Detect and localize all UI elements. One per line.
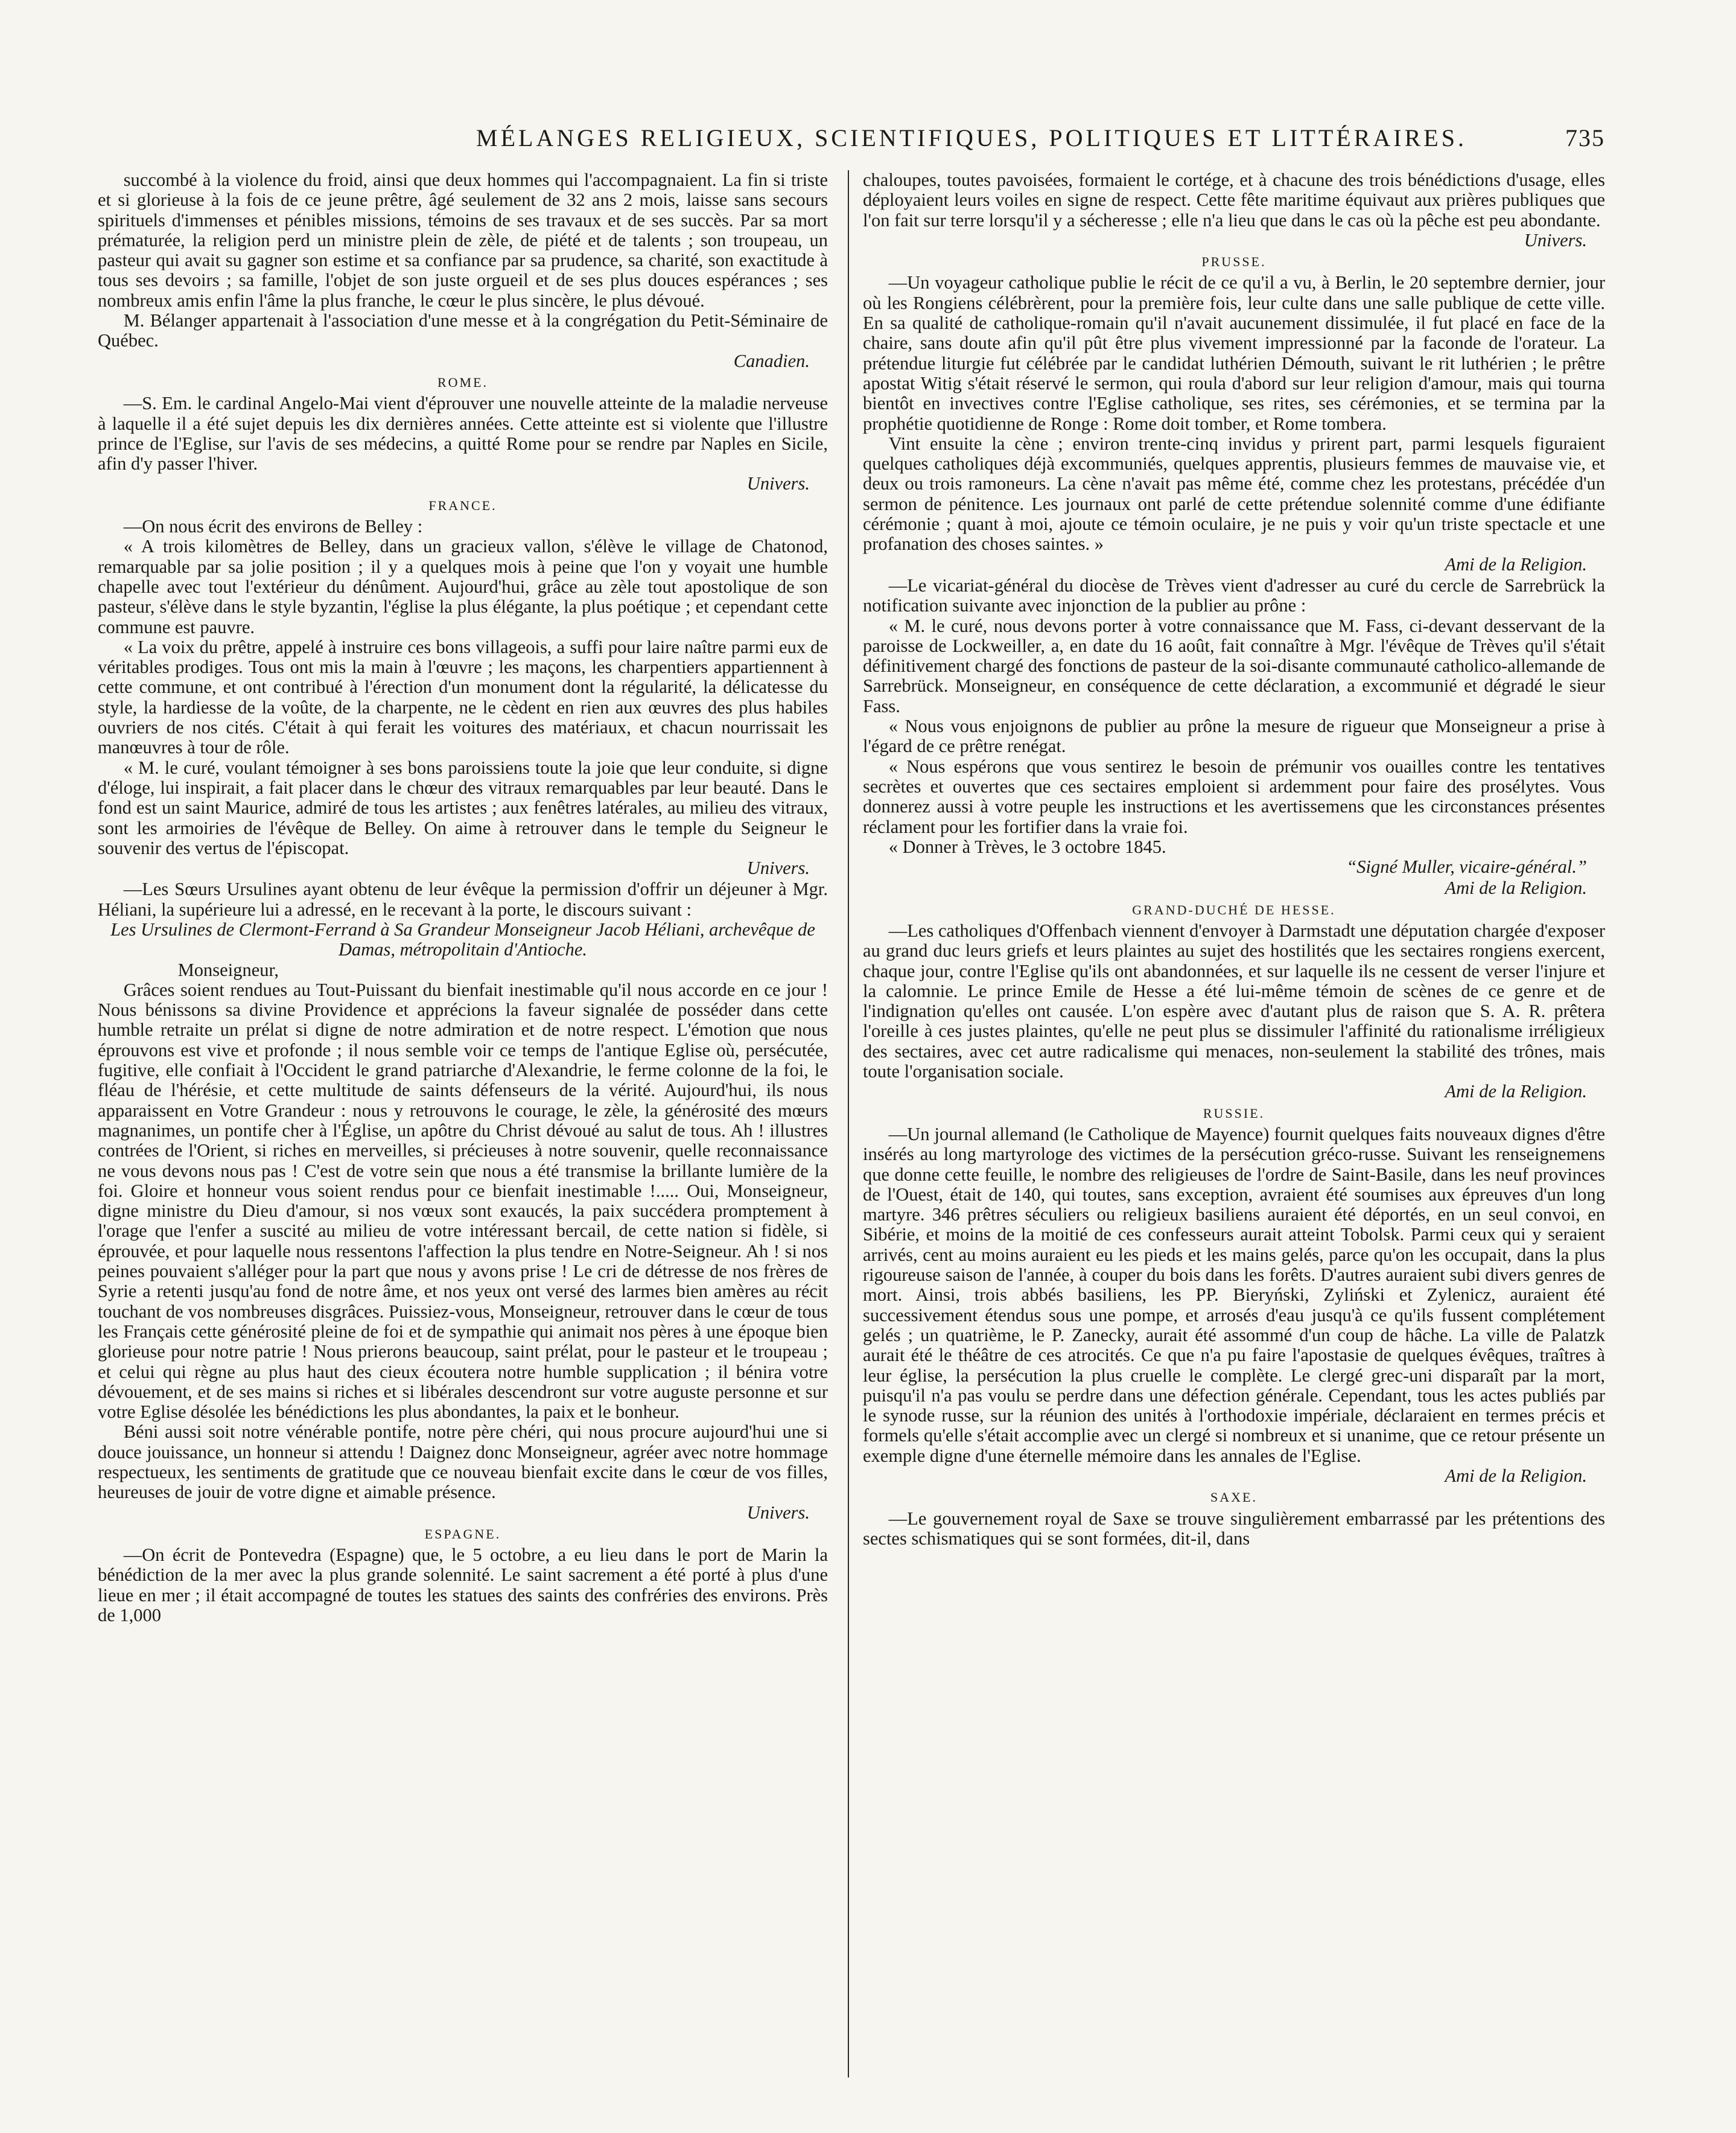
paragraph: « M. le curé, nous devons porter à votre connaissance que M. Fass, ci-devant desservant de la paroisse de Lockweiller, a, en date du 16 août, fait connaître à Mgr. l'évêque de Trèves qu'il s'était définitivement chargé des fonctions de pasteur de la soi-disante communauté catholico-allemande de Sarrebrück. Monseigneur, en conséquence de cette déclaration, a excommunié et dégradé le sieur Fass. [863, 615, 1605, 716]
paragraph: —Un voyageur catholique publie le récit de ce qu'il a vu, à Berlin, le 20 septembre dernier, jour où les Rongiens célébrèrent, pour la première fois, leur culte dans une salle publique de cette ville. En sa qualité de catholique-romain qu'il n'avait aucunement dissimulée, il fut placé en face de la chaire, sans doute afin qu'il pût être plus vivement impressionné par la faconde de l'orateur. La prétendue liturgie fut célébrée par le candidat luthérien Démouth, suivant le rit luthérien ; le prêtre apostat Witig s'était réservé le sermon, qui roula d'abord sur leur religion d'amour, mais qui tourna bientôt en invectives contre l'Eglise catholique, ses rites, ses cérémonies, et se termina par la prophétie quotidienne de Ronge : Rome doit tomber, et Rome tombera. [863, 272, 1605, 434]
paragraph: « Nous espérons que vous sentirez le besoin de prémunir vos ouailles contre les tentatives secrètes et ouvertes que ces sectaires emploient si ardemment pour faire des prosélytes. Vous donnerez aussi à votre peuple les instructions et les avertissemens que les circonstances présentes réclament pour les fortifier dans la vraie foi. [863, 756, 1605, 837]
paragraph: Vint ensuite la cène ; environ trente-cinq invidus y prirent part, parmi lesquels figuraient quelques catholiques déjà excommuniés, quelques apprentis, plusieurs femmes de mauvaise vie, et deux ou trois ramoneurs. La cène n'avait pas même été, comme chez les protestans, précédée d'un sermon de pénitence. Les journaux ont parlé de cette prétendue solennité comme d'une édifiante cérémonie ; quant à moi, ajoute ce témoin oculaire, je ne puis y voir qu'un triste spectacle et une profanation des choses saintes. » [863, 433, 1605, 555]
address-heading: Les Ursulines de Clermont-Ferrand à Sa Grandeur Monseigneur Jacob Héliani, archevêque de Damas, métropolitain d'Antioche. [110, 919, 815, 960]
page-number: 735 [1565, 124, 1605, 151]
paragraph: —S. Em. le cardinal Angelo-Mai vient d'éprouver une nouvelle atteinte de la maladie nerveuse à laquelle il a été sujet depuis les dix dernières années. Cette atteinte est si violente que l'illustre prince de l'Eglise, sur l'avis de ses médecins, a quitté Rome pour se rendre par Naples en Sicile, afin d'y passer l'hiver. [98, 393, 828, 474]
paragraph: —Le vicariat-général du diocèse de Trèves vient d'adresser au curé du cercle de Sarrebrück la notification suivante avec injonction de la publier au prône : [863, 575, 1605, 616]
source-attribution: Univers. [746, 858, 810, 879]
paragraph: —Les catholiques d'Offenbach viennent d'envoyer à Darmstadt une députation chargée d'exposer au grand duc leurs griefs et leurs plaintes au sujet des hostilités que les sectaires rongiens exercent, chaque jour, contre l'Eglise qu'ils ont abandonnées, et sur laquelle ils ne cessent de verser l'injure et la calomnie. Le prince Emile de Hesse a été lui-même témoin de scènes de ce genre et de l'indignation qu'elles ont causée. L'on espère avec d'autant plus de raison que S. A. R. prêtera l'oreille à ces justes plaintes, qu'elle ne peut plus se dissimuler l'affinité du rationalisme irréligieux des sectaires, avec cet autre radicalisme qui menaces, non-seulement la stabilité des trônes, mais toute l'organisation sociale. [863, 920, 1605, 1082]
running-title: MÉLANGES RELIGIEUX, SCIENTIFIQUES, POLITIQUES ET LITTÉRAIRES. [476, 124, 1467, 151]
section-heading: GRAND-DUCHÉ DE HESSE. [1132, 902, 1336, 917]
paragraph: —Un journal allemand (le Catholique de Mayence) fournit quelques faits nouveaux dignes d'être insérés au long martyrologe des victimes de la persécution gréco-russe. Suivant les renseignemens que donne cette feuille, le nombre des religieuses de l'ordre de Saint-Basile, dans les neuf provinces de l'Ouest, était de 140, qui toutes, sans exception, avraient été soumises aux épreuves d'un long martyre. 346 prêtres séculiers ou religieux basiliens auraient été déportés, en un seul convoi, en Sibérie, et moins de la moitié de ces confesseurs aurait atteint Tobolsk. Parmi ceux qui y seraient arrivés, cent au moins auraient eu les pieds et les mains gelés, parce qu'on les occupait, dans la plus rigoureuse saison de l'année, à couper du bois dans les forêts. D'autres auraient subi divers genres de mort. Ainsi, trois abbés basiliens, les PP. Bieryński, Zyliński et Zylenicz, auraient été successivement étendus sous une pompe, et arrosés d'eau jusqu'à ce qu'ils fussent complétement gelés ; un quatrième, le P. Zanecky, aurait été assommé d'un coup de hâche. La ville de Palatzk aurait été le théâtre de ces atrocités. Ce que n'a pu faire l'apostasie de quelques évêques, traîtres à leur église, la persécution la plus cruelle le complète. Le clergé grec-uni disparaît par la mort, puisqu'il n'a pas voulu se perdre dans une défection générale. Cependant, tous les actes publiés par le synode russe, sur la réunion des unités à l'orthodoxie impériale, déclaraient en termes précis et formels qu'elle s'était accomplie avec un clergé si nombreux et si unanime, que ce retour présente un exemple digne d'une éternelle mémoire dans les annales de l'Eglise. [863, 1123, 1605, 1466]
source-attribution: Ami de la Religion. [1445, 878, 1587, 899]
source-attribution: Univers. [746, 473, 810, 494]
section-heading: SAXE. [1210, 1490, 1257, 1505]
source-attribution: Univers. [746, 1502, 810, 1523]
paragraph: « A trois kilomètres de Belley, dans un gracieux vallon, s'élève le village de Chatonod, remarquable par sa jolie position ; il y a quelques mois à peine que l'on y voyait une humble chapelle avec tout l'extérieur du dénûment. Aujourd'hui, grâce au zèle tout apostolique de son pasteur, s'élève dans le style byzantin, l'église la plus élégante, la plus poétique ; et cependant cette commune est pauvre. [98, 536, 828, 637]
column-divider [848, 170, 849, 2077]
right-column [863, 170, 1605, 2084]
paragraph: « M. le curé, voulant témoigner à ses bons paroissiens toute la joie que leur conduite, si digne d'éloge, lui inspirait, a fait placer dans le chœur des vitraux remarquables par leur beauté. Dans le fond est un saint Maurice, admiré de tous les artistes ; aux fenêtres latérales, au milieu des vitraux, sont les armoiries de l'évêque de Belley. On aime à retrouver dans le temple du Seigneur le souvenir des vertus de l'épiscopat. [98, 757, 828, 858]
signature-line: “Signé Muller, vicaire-général.” [1346, 856, 1587, 878]
section-heading: RUSSIE. [1203, 1105, 1265, 1121]
source-attribution: Canadien. [733, 350, 810, 371]
paragraph: —On nous écrit des environs de Belley : [123, 516, 423, 537]
paragraph: Grâces soient rendues au Tout-Puissant du bienfait inestimable qu'il nous accorde en ce jour ! Nous bénissons sa divine Providence et apprécions la faveur signalée de posséder dans cette humble retraite un prélat si digne de notre admiration et de notre respect. L'émotion que nous éprouvons est vive et profonde ; il nous semble voir ce temps de l'antique Eglise où, persécutée, fugitive, elle confiait à l'Occident le grand patriarche d'Alexandrie, le ferme colonne de la foi, le fléau de l'hérésie, et cette multitude de saints défenseurs de la vérité. Aujourd'hui, ils nous apparaissent en Votre Grandeur : nous y retrouvons le courage, le zèle, la générosité des mœurs magnanimes, un pontife cher à l'Église, un apôtre du Christ dévoué au salut de tous. Ah ! illustres contrées de l'Orient, si riches en merveilles, si précieuses à notre souvenir, quelle reconnaissance ne vous devons nous pas ! C'est de votre sein que nous a été transmise la brillante lumière de la foi. Gloire et honneur vous soient rendus pour ce bienfait inestimable !..... Oui, Monseigneur, digne ministre du Dieu d'amour, si nos vœux sont exaucés, la paix succédera promptement à l'orage que l'enfer a suscité au milieu de votre intéressant bercail, de cette nation si fidèle, si éprouvée, et pour laquelle nous ressentons l'affection la plus tendre en Notre-Seigneur. Ah ! si nos peines pouvaient s'alléger pour la part que nous y avons prise ! Le cri de détresse de nos frères de Syrie a retenti jusqu'au fond de notre âme, et nos yeux ont versé des larmes bien amères au récit touchant de vos nombreuses disgrâces. Puissiez-vous, Monseigneur, retrouver dans le cœur de tous les Français cette générosité pleine de foi et de sympathie qui animait nos pères à une époque bien glorieuse pour notre patrie ! Nous prierons beaucoup, saint prélat, pour le pasteur et le troupeau ; et celui qui règne au plus haut des cieux écoutera notre humble supplication ; il bénira votre dévouement, et de ses mains si riches et si libérales descendront sur votre auguste personne et sur votre Eglise désolée les bénédictions les plus abondantes, la paix et le bonheur. [98, 979, 828, 1423]
salutation: Monseigneur, [177, 959, 279, 980]
paragraph: —Le gouvernement royal de Saxe se trouve singulièrement embarrassé par les prétentions des sectes schismatiques qui se sont formées, dit-il, dans [863, 1508, 1605, 1549]
paragraph: chaloupes, toutes pavoisées, formaient le cortége, et à chacune des trois bénédictions d'usage, elles déployaient leurs voiles en signe de respect. Cette fête maritime équivaut aux prières publiques que l'on fait sur terre lorsqu'il y a sécheresse ; elle n'a lieu que dans le cas où la pêche est peu abondante. [863, 170, 1605, 231]
paragraph: M. Bélanger appartenait à l'association d'une messe et à la congrégation du Petit-Séminaire de Québec. [98, 310, 828, 351]
paragraph: —Les Sœurs Ursulines ayant obtenu de leur évêque la permission d'offrir un déjeuner à Mgr. Héliani, la supérieure lui a adressé, en le recevant à la porte, le discours suivant : [98, 879, 828, 920]
source-attribution: Univers. [1524, 229, 1587, 250]
paragraph: Béni aussi soit notre vénérable pontife, notre père chéri, qui nous procure aujourd'hui une si douce jouissance, un honneur si attendu ! Daignez donc Monseigneur, agréer avec notre hommage respectueux, les sentiments de gratitude que ce nouveau bienfait excite dans le cœur de vos filles, heureuses de jouir de votre digne et aimable présence. [98, 1421, 828, 1503]
section-heading: PRUSSE. [1201, 254, 1267, 270]
section-heading: ESPAGNE. [424, 1526, 501, 1542]
paragraph: —On écrit de Pontevedra (Espagne) que, le 5 octobre, a eu lieu dans le port de Marin la bénédiction de la mer avec la plus grande solennité. Le saint sacrement a été porté à plus d'une lieue en mer ; il était accompagné de toutes les statues des saints des confréries des environs. Près de 1,000 [98, 1545, 828, 1626]
paragraph: « La voix du prêtre, appelé à instruire ces bons villageois, a suffi pour laire naître parmi eux de véritables prodiges. Tous ont mis la main à l'œuvre ; les maçons, les charpentiers appartiennent à cette commune, et ont contribué à l'érection d'un monument dont la régularité, la délicatesse du style, la hardiesse de la voûte, de la charpente, ne le cèdent en rien aux œuvres des plus habiles ouvriers de nos cités. C'était à qui ferait les voitures des matériaux, et chacun nourrissait les manœuvres à tour de rôle. [98, 636, 828, 758]
section-heading: FRANCE. [428, 497, 497, 513]
section-heading: ROME. [437, 374, 489, 390]
page-header [338, 124, 1605, 160]
paragraph: « Nous vous enjoignons de publier au prône la mesure de rigueur que Monseigneur a prise à l'égard de ce prêtre renégat. [863, 716, 1605, 757]
source-attribution: Ami de la Religion. [1445, 553, 1587, 575]
left-column [98, 170, 828, 2084]
paragraph: succombé à la violence du froid, ainsi que deux hommes qui l'accompagnaient. La fin si triste et si glorieuse à la fois de ce jeune prêtre, âgé seulement de 32 ans 2 mois, laisse sans secours spirituels d'immenses et pénibles missions, témoins de ses travaux et de ses succès. Par sa mort prématurée, la religion perd un ministre plein de zèle, de piété et de talents ; son troupeau, un pasteur qui avait su gagner son estime et sa confiance par sa prudence, sa charité, son exactitude à tous ses devoirs ; sa famille, l'objet de son juste orgueil et de ses plus douces espérances ; ses nombreux amis enfin l'âme la plus franche, le cœur le plus sincère, le plus dévoué. [98, 170, 828, 311]
source-attribution: Ami de la Religion. [1445, 1465, 1587, 1486]
source-attribution: Ami de la Religion. [1445, 1081, 1587, 1102]
paragraph: « Donner à Trèves, le 3 octobre 1845. [888, 836, 1166, 857]
